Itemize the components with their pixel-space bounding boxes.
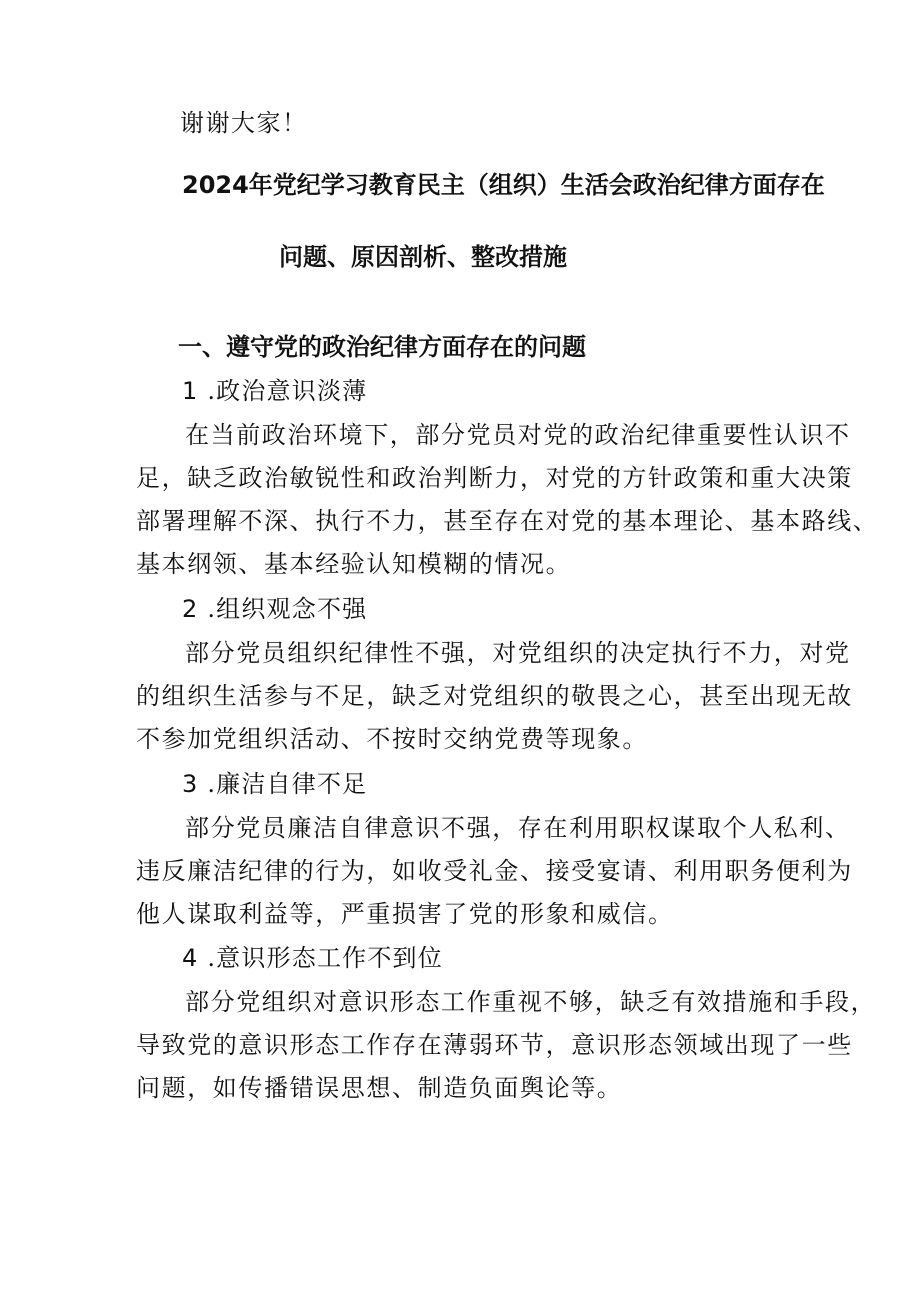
- item-number: 2: [182, 595, 199, 623]
- closing-text: 谢谢大家！: [180, 109, 308, 137]
- paragraph-line: 部署理解不深、执行不力，甚至存在对党的基本理论、基本路线、: [136, 507, 879, 535]
- paragraph-line: 的组织生活参与不足，缺乏对党组织的敬畏之心，甚至出现无故: [136, 682, 853, 710]
- paragraph-line: 部分党员廉洁自律意识不强，存在利用职权谋取个人私利、: [185, 814, 851, 842]
- paragraph-line: 在当前政治环境下，部分党员对党的政治纪律重要性认识不: [185, 421, 851, 449]
- item-heading: [182, 943, 443, 973]
- item-title: .意识形态工作不到位: [207, 944, 443, 972]
- section-heading: 一、遵守党的政治纪律方面存在的问题: [178, 333, 586, 361]
- paragraph-line: 不参加党组织活动、不按时交纳党费等现象。: [136, 725, 648, 753]
- item-heading: [182, 594, 367, 624]
- item-heading: [182, 769, 367, 799]
- item-title: .组织观念不强: [207, 595, 368, 623]
- document-title-line-2: 问题、原因剖析、整改措施: [279, 243, 567, 271]
- item-number: 1: [182, 377, 199, 405]
- paragraph-line: 基本纲领、基本经验认知模糊的情况。: [136, 550, 572, 578]
- item-heading: [182, 376, 367, 406]
- item-title: .廉洁自律不足: [207, 770, 368, 798]
- item-number: 4: [182, 944, 199, 972]
- paragraph-line: 他人谋取利益等，严重损害了党的形象和威信。: [136, 900, 674, 928]
- item-number: 3: [182, 770, 199, 798]
- paragraph-line: 足，缺乏政治敏锐性和政治判断力，对党的方针政策和重大决策: [136, 464, 853, 492]
- item-title: .政治意识淡薄: [207, 377, 368, 405]
- paragraph-line: 部分党员组织纪律性不强，对党组织的决定执行不力，对党: [185, 639, 851, 667]
- paragraph-line: 导致党的意识形态工作存在薄弱环节，意识形态领域出现了一些: [136, 1031, 853, 1059]
- paragraph-line: 部分党组织对意识形态工作重视不够，缺乏有效措施和手段，: [185, 988, 877, 1016]
- paragraph-line: 问题，如传播错误思想、制造负面舆论等。: [136, 1074, 623, 1102]
- paragraph-line: 违反廉洁纪律的行为，如收受礼金、接受宴请、利用职务便利为: [136, 857, 853, 885]
- document-title-line-1: 2024年党纪学习教育民主（组织）生活会政治纪律方面存在: [182, 171, 825, 199]
